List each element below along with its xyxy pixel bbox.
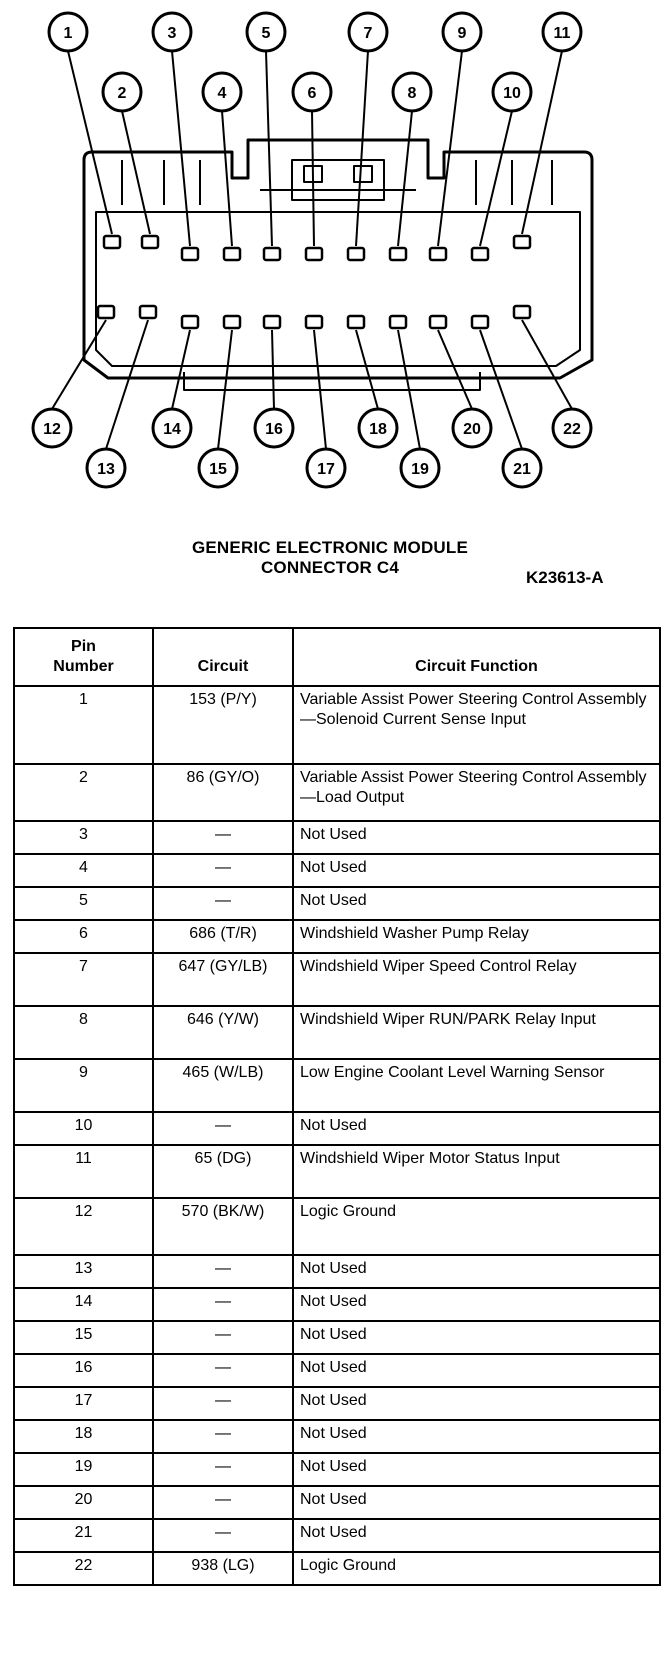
- function-cell: Variable Assist Power Steering Control Assembly—Load Output: [293, 764, 660, 821]
- table-row: [14, 953, 660, 1006]
- function-cell: Not Used: [293, 854, 660, 887]
- pin-cell: 6: [14, 920, 153, 953]
- pin-callout: [255, 409, 293, 447]
- pin-cell: 14: [14, 1288, 153, 1321]
- pin-callout: [87, 449, 125, 487]
- callout-label: 9: [457, 25, 467, 42]
- circuit-cell: —: [153, 1112, 293, 1145]
- table-row: [14, 1453, 660, 1486]
- circuit-cell: —: [153, 1288, 293, 1321]
- pin-callout: [453, 409, 491, 447]
- pin-cell: 15: [14, 1321, 153, 1354]
- pin-socket: [306, 248, 322, 260]
- callout-leader: [122, 111, 150, 234]
- pin-callout: [293, 73, 331, 111]
- table-header-row: [14, 628, 660, 686]
- circuit-cell: 647 (GY/LB): [153, 953, 293, 1006]
- callout-leader: [68, 51, 112, 234]
- table-row: [14, 821, 660, 854]
- callout-leader: [266, 51, 272, 246]
- pin-callout: [359, 409, 397, 447]
- pin-callout: [103, 73, 141, 111]
- callout-leader: [272, 330, 274, 409]
- table-row: [14, 854, 660, 887]
- callout-label: 17: [317, 461, 335, 478]
- pin-callout: [203, 73, 241, 111]
- circuit-cell: —: [153, 1255, 293, 1288]
- pin-socket: [430, 316, 446, 328]
- pin-cell: 9: [14, 1059, 153, 1112]
- table-row: [14, 1321, 660, 1354]
- circuit-cell: —: [153, 887, 293, 920]
- callout-leader: [52, 320, 106, 409]
- pin-cell: 17: [14, 1387, 153, 1420]
- pin-callout: [33, 409, 71, 447]
- table-row: [14, 1288, 660, 1321]
- pin-cell: 19: [14, 1453, 153, 1486]
- pin-cell: 12: [14, 1198, 153, 1255]
- circuit-cell: 86 (GY/O): [153, 764, 293, 821]
- pin-socket: [142, 236, 158, 248]
- table-row: [14, 1486, 660, 1519]
- function-cell: Not Used: [293, 1288, 660, 1321]
- pin-socket: [264, 316, 280, 328]
- header-pin-line2: Number: [53, 658, 114, 675]
- header-circuit: Circuit: [153, 628, 293, 686]
- pin-cell: 21: [14, 1519, 153, 1552]
- circuit-cell: —: [153, 1519, 293, 1552]
- callout-leader: [172, 330, 190, 409]
- pin-socket: [472, 316, 488, 328]
- table-row: [14, 920, 660, 953]
- callout-leader: [312, 111, 314, 246]
- callout-label: 14: [163, 421, 181, 438]
- callout-label: 18: [369, 421, 387, 438]
- callout-label: 22: [563, 421, 581, 438]
- pin-socket: [182, 248, 198, 260]
- pin-callout: [49, 13, 87, 51]
- callout-label: 19: [411, 461, 429, 478]
- pin-socket: [514, 306, 530, 318]
- pin-callout: [543, 13, 581, 51]
- callout-leader: [438, 51, 462, 246]
- callout-leader: [222, 111, 232, 246]
- circuit-cell: —: [153, 1354, 293, 1387]
- pin-cell: 11: [14, 1145, 153, 1198]
- pin-socket: [390, 316, 406, 328]
- pin-socket: [264, 248, 280, 260]
- function-cell: Windshield Washer Pump Relay: [293, 920, 660, 953]
- connector-diagram: [0, 0, 672, 620]
- callout-leader: [480, 111, 512, 246]
- pin-callout: [393, 73, 431, 111]
- callout-label: 5: [261, 25, 271, 42]
- function-cell: Not Used: [293, 887, 660, 920]
- table-row: [14, 1354, 660, 1387]
- function-cell: Not Used: [293, 1255, 660, 1288]
- table-row: [14, 1059, 660, 1112]
- pin-cell: 16: [14, 1354, 153, 1387]
- connector-housing: [84, 140, 592, 378]
- circuit-cell: 686 (T/R): [153, 920, 293, 953]
- pin-cell: 20: [14, 1486, 153, 1519]
- function-cell: Not Used: [293, 1112, 660, 1145]
- table-row: [14, 1420, 660, 1453]
- pin-cell: 10: [14, 1112, 153, 1145]
- pin-socket: [430, 248, 446, 260]
- function-cell: Not Used: [293, 1519, 660, 1552]
- circuit-cell: 938 (LG): [153, 1552, 293, 1585]
- function-cell: Not Used: [293, 821, 660, 854]
- pin-cell: 5: [14, 887, 153, 920]
- pin-socket: [224, 248, 240, 260]
- pin-socket: [472, 248, 488, 260]
- circuit-cell: —: [153, 1321, 293, 1354]
- function-cell: Windshield Wiper Speed Control Relay: [293, 953, 660, 1006]
- function-cell: Not Used: [293, 1387, 660, 1420]
- function-cell: Not Used: [293, 1354, 660, 1387]
- callout-leader: [522, 51, 562, 234]
- table-row: [14, 1519, 660, 1552]
- pin-callout: [443, 13, 481, 51]
- pin-socket: [514, 236, 530, 248]
- function-cell: Low Engine Coolant Level Warning Sensor: [293, 1059, 660, 1112]
- table-row: [14, 1255, 660, 1288]
- pin-sockets: [98, 236, 530, 328]
- function-cell: Not Used: [293, 1420, 660, 1453]
- pin-callout: [503, 449, 541, 487]
- callout-label: 21: [513, 461, 531, 478]
- callout-label: 4: [217, 85, 227, 102]
- diagram-caption-line2: CONNECTOR C4: [260, 558, 400, 577]
- callout-label: 2: [117, 85, 127, 102]
- pin-callout: [247, 13, 285, 51]
- pin-cell: 8: [14, 1006, 153, 1059]
- callout-label: 1: [63, 25, 73, 42]
- callout-label: 7: [363, 25, 373, 42]
- diagram-caption-line1: GENERIC ELECTRONIC MODULE: [191, 538, 469, 557]
- callout-label: 15: [209, 461, 227, 478]
- circuit-cell: —: [153, 1486, 293, 1519]
- pin-callout: [493, 73, 531, 111]
- pin-cell: 2: [14, 764, 153, 821]
- pin-callout: [153, 13, 191, 51]
- pin-socket: [390, 248, 406, 260]
- callout-label: 11: [553, 25, 571, 42]
- function-cell: Logic Ground: [293, 1198, 660, 1255]
- table-row: [14, 1198, 660, 1255]
- circuit-cell: —: [153, 1420, 293, 1453]
- callout-leader: [398, 111, 412, 246]
- callout-leader: [522, 320, 572, 409]
- pin-socket: [306, 316, 322, 328]
- callout-leader: [356, 330, 378, 409]
- table-row: [14, 764, 660, 821]
- function-cell: Not Used: [293, 1486, 660, 1519]
- callout-label: 20: [463, 421, 481, 438]
- function-cell: Windshield Wiper RUN/PARK Relay Input: [293, 1006, 660, 1059]
- callout-label: 12: [43, 421, 61, 438]
- pin-cell: 22: [14, 1552, 153, 1585]
- callout-leader: [172, 51, 190, 246]
- pin-cell: 1: [14, 686, 153, 764]
- callout-label: 6: [307, 85, 317, 102]
- figure-id: K23613-A: [526, 568, 604, 587]
- pin-table: [13, 627, 661, 1586]
- circuit-cell: 570 (BK/W): [153, 1198, 293, 1255]
- circuit-cell: —: [153, 821, 293, 854]
- callout-label: 16: [265, 421, 283, 438]
- circuit-cell: 646 (Y/W): [153, 1006, 293, 1059]
- callout-label: 8: [407, 85, 417, 102]
- callout-leader: [356, 51, 368, 246]
- table-row: [14, 1112, 660, 1145]
- function-cell: Variable Assist Power Steering Control Assembly—Solenoid Current Sense Input: [293, 686, 660, 764]
- pin-cell: 13: [14, 1255, 153, 1288]
- pin-socket: [140, 306, 156, 318]
- function-cell: Not Used: [293, 1321, 660, 1354]
- callout-label: 13: [97, 461, 115, 478]
- circuit-cell: 153 (P/Y): [153, 686, 293, 764]
- pin-socket: [98, 306, 114, 318]
- pin-socket: [104, 236, 120, 248]
- pin-callout: [553, 409, 591, 447]
- callout-label: 10: [503, 85, 521, 102]
- callout-leader: [106, 320, 148, 449]
- table-row: [14, 686, 660, 764]
- header-pin-number: [14, 628, 153, 686]
- table-row: [14, 1552, 660, 1585]
- callout-leader: [438, 330, 472, 409]
- circuit-cell: —: [153, 854, 293, 887]
- pin-callout: [349, 13, 387, 51]
- pin-cell: 3: [14, 821, 153, 854]
- table-row: [14, 1006, 660, 1059]
- circuit-cell: 465 (W/LB): [153, 1059, 293, 1112]
- circuit-cell: —: [153, 1387, 293, 1420]
- function-cell: Logic Ground: [293, 1552, 660, 1585]
- pin-socket: [348, 248, 364, 260]
- pin-cell: 7: [14, 953, 153, 1006]
- pin-callout: [153, 409, 191, 447]
- pin-socket: [348, 316, 364, 328]
- circuit-cell: —: [153, 1453, 293, 1486]
- table-row: [14, 887, 660, 920]
- pin-cell: 4: [14, 854, 153, 887]
- pin-callout: [307, 449, 345, 487]
- header-circuit-function: Circuit Function: [293, 628, 660, 686]
- pin-socket: [182, 316, 198, 328]
- circuit-cell: 65 (DG): [153, 1145, 293, 1198]
- table-row: [14, 1145, 660, 1198]
- callout-label: 3: [167, 25, 177, 42]
- pin-socket: [224, 316, 240, 328]
- table-row: [14, 1387, 660, 1420]
- pin-cell: 18: [14, 1420, 153, 1453]
- pin-callout: [401, 449, 439, 487]
- function-cell: Windshield Wiper Motor Status Input: [293, 1145, 660, 1198]
- function-cell: Not Used: [293, 1453, 660, 1486]
- header-pin-line1: Pin: [71, 638, 96, 655]
- pin-callout: [199, 449, 237, 487]
